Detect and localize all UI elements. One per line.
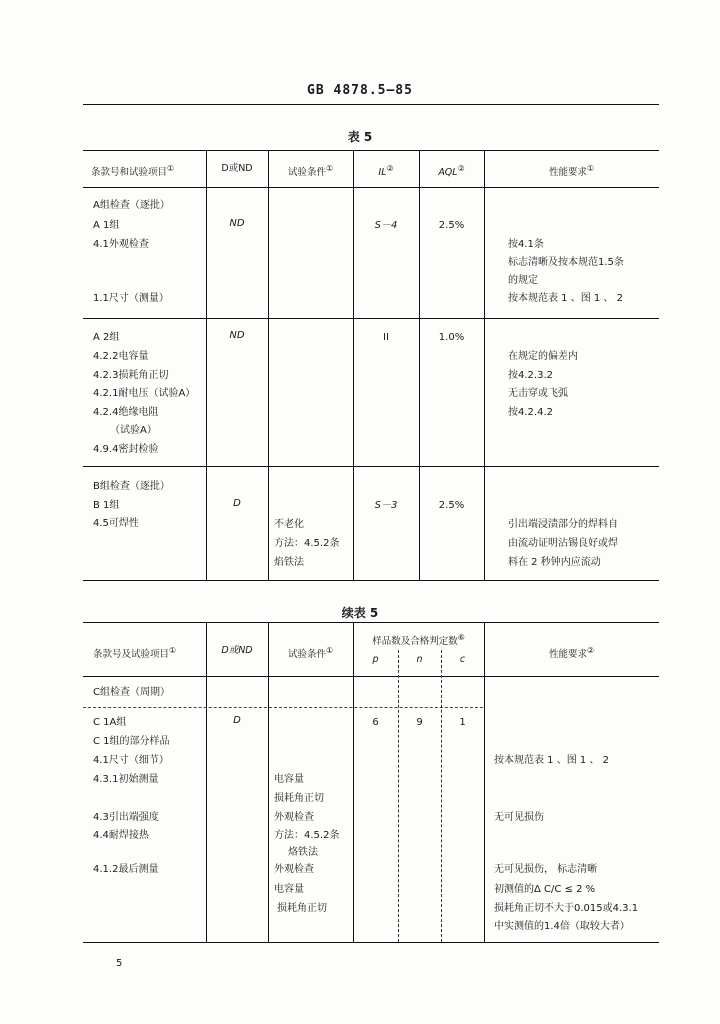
- page-number: 5: [116, 958, 123, 969]
- row-label: 4.9.4密封检验: [93, 444, 159, 455]
- dnd-value: ND: [229, 218, 245, 229]
- table5-col-rule: [484, 150, 485, 580]
- il-value: S－3: [374, 500, 398, 511]
- table5-bottom-rule: [83, 580, 659, 581]
- requirement-text: 无可见损伤， 标志清晰: [494, 864, 598, 875]
- test-condition-text: 不老化: [274, 519, 304, 530]
- aql-value: 2.5%: [438, 500, 465, 511]
- row-label: B组检查（逐批）: [93, 481, 170, 492]
- test-condition-text: 外观检查: [274, 812, 314, 823]
- col-header-requirements: 性能要求①: [548, 164, 595, 179]
- col-header-requirements: 性能要求②: [548, 646, 595, 661]
- table5c-bottom-rule: [83, 942, 659, 943]
- table5-caption: 表 5: [347, 130, 373, 144]
- row-label: C组检查（周期）: [93, 687, 170, 698]
- test-condition-text: 电容量: [274, 774, 304, 785]
- header-rule: [83, 104, 659, 105]
- n-value: 9: [416, 717, 423, 728]
- requirement-text: 按4.2.4.2: [508, 407, 553, 418]
- requirement-text: 按4.1条: [508, 239, 544, 250]
- requirement-text: 按本规范表 1 、图 1 、 2: [508, 293, 623, 304]
- row-label: （试验A）: [110, 425, 157, 436]
- row-label: 4.2.2电容量: [93, 351, 149, 362]
- il-value: II: [383, 332, 389, 343]
- col-header-aql: AQL②: [438, 164, 465, 179]
- aql-value: 1.0%: [438, 332, 465, 343]
- table5c-subcol-rule: [398, 650, 399, 942]
- col-header-il: IL②: [378, 164, 394, 179]
- requirement-text: 初测值的Δ C/C ≤ 2 %: [494, 884, 596, 895]
- row-label: 4.2.3损耗角正切: [93, 370, 169, 381]
- table5-continued-caption: 续表 5: [341, 606, 379, 620]
- table5c-header-rule: [83, 676, 659, 677]
- table5-top-rule: [83, 150, 659, 151]
- row-label: 4.2.1耐电压（试验A）: [93, 388, 196, 399]
- table5c-col-rule: [353, 622, 354, 942]
- requirement-text: 中实测值的1.4倍（取较大者）: [494, 921, 630, 932]
- col-header-sample-acceptance: 样品数及合格判定数⑥: [372, 633, 465, 648]
- aql-value: 2.5%: [438, 220, 465, 231]
- requirement-text: 按本规范表 1 、图 1 、 2: [494, 755, 609, 766]
- requirement-text: 无可见损伤: [494, 812, 544, 823]
- col-header-clause: 条款号和试验项目①: [91, 164, 175, 179]
- test-condition-text: 方法：4.5.2条: [274, 538, 340, 549]
- table5-row-rule: [83, 466, 659, 467]
- table5c-subcol-rule: [441, 650, 442, 942]
- test-condition-text: 电容量: [274, 884, 304, 895]
- test-condition-text: 损耗角正切: [274, 793, 324, 804]
- requirement-text: 由流动证明沾锡良好或焊: [508, 538, 618, 549]
- requirement-text: 料在 2 秒钟内应流动: [508, 557, 601, 568]
- row-label: 4.1尺寸（细节）: [93, 755, 169, 766]
- row-label: 1.1尺寸（测量）: [93, 293, 169, 304]
- table5-row-rule: [83, 318, 659, 319]
- row-label: 4.5可焊性: [93, 518, 139, 529]
- test-condition-text: 外观检查: [274, 864, 314, 875]
- requirement-text: 标志清晰及按本规范1.5条: [508, 257, 624, 268]
- col-header-p: p: [372, 654, 379, 665]
- table5-col-rule: [268, 150, 269, 580]
- c-value: 1: [459, 717, 466, 728]
- table5-header-rule: [83, 187, 659, 188]
- row-label: 4.1.2最后测量: [93, 864, 159, 875]
- dnd-value: D: [233, 715, 241, 726]
- requirement-text: 按4.2.3.2: [508, 370, 553, 381]
- col-header-clause: 条款号及试验项目①: [93, 646, 177, 661]
- col-header-test-conditions: 试验条件①: [287, 646, 334, 661]
- table5-col-rule: [419, 150, 420, 580]
- requirement-text: 引出端浸渍部分的焊料自: [508, 519, 618, 530]
- table5-col-rule: [353, 150, 354, 580]
- row-label: 4.3.1初始测量: [93, 774, 159, 785]
- row-label: C 1组的部分样品: [93, 736, 170, 747]
- test-condition-text: 损耗角正切: [277, 903, 327, 914]
- requirement-text: 损耗角正切不大于0.015或4.3.1: [494, 903, 639, 914]
- row-label: B 1组: [93, 500, 120, 511]
- il-value: S－4: [374, 220, 398, 231]
- col-header-dnd: D或ND: [221, 645, 253, 656]
- table5c-dashed-rule: [83, 707, 483, 708]
- requirement-text: 的规定: [508, 275, 538, 286]
- row-label: 4.3引出端强度: [93, 812, 159, 823]
- row-label: 4.1外观检查: [93, 239, 149, 250]
- row-label: 4.2.4绝缘电阻: [93, 407, 159, 418]
- row-label: A 2组: [93, 332, 120, 343]
- table5c-top-rule: [83, 622, 659, 623]
- requirement-text: 在规定的偏差内: [508, 351, 578, 362]
- dnd-value: ND: [229, 330, 245, 341]
- table5c-col-rule: [484, 622, 485, 942]
- test-condition-text: 烙铁法: [288, 847, 318, 858]
- col-header-n: n: [416, 654, 423, 665]
- row-label: C 1A组: [93, 717, 127, 728]
- row-label: A组检查（逐批）: [93, 200, 170, 211]
- requirement-text: 无击穿或飞弧: [508, 388, 568, 399]
- test-condition-text: 方法：4.5.2条: [274, 830, 340, 841]
- col-header-dnd: D或ND: [221, 163, 253, 174]
- p-value: 6: [372, 717, 379, 728]
- table5c-col-rule: [268, 622, 269, 942]
- col-header-c: c: [459, 654, 466, 665]
- row-label: A 1组: [93, 220, 120, 231]
- test-condition-text: 焰铁法: [274, 557, 304, 568]
- document-code-header: GB 4878.5—85: [307, 83, 413, 98]
- table5c-col-rule: [206, 622, 207, 942]
- col-header-test-conditions: 试验条件①: [287, 164, 334, 179]
- row-label: 4.4耐焊接热: [93, 830, 149, 841]
- table5-col-rule: [206, 150, 207, 580]
- dnd-value: D: [233, 498, 241, 509]
